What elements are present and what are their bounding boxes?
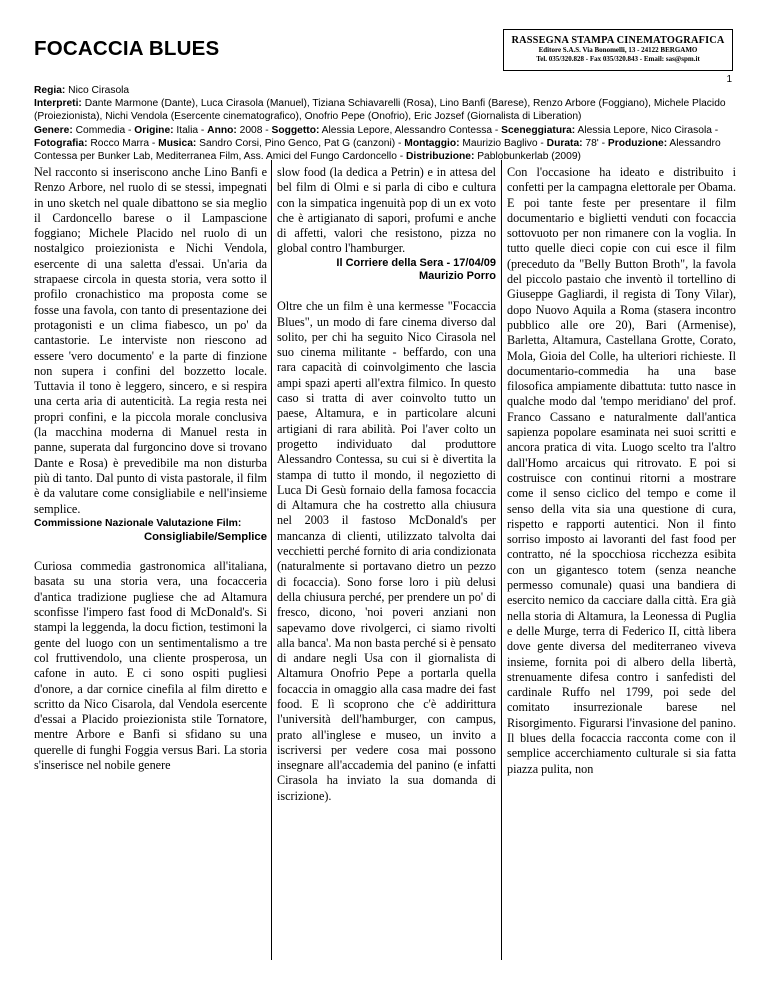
page-title: FOCACCIA BLUES: [34, 37, 220, 60]
credit-label: Fotografia:: [34, 137, 88, 149]
credit-label: Regia:: [34, 85, 66, 96]
credit-label: Musica:: [158, 137, 197, 149]
column-divider: [271, 160, 272, 960]
credit-label: Distribuzione:: [406, 151, 475, 163]
credit-value: Nico Cirasola: [65, 85, 130, 96]
review-text: slow food (la dedica a Petrin) e in attesa del bel film di Olmi e si parla di cibo e cultura con la simpatica ingenuità pop di un ex voto che è artigianato di sapori, profumi e anche di affetti, valori che resistono, pizza no global contro l'hamburger.: [277, 165, 496, 256]
page-number: 1: [726, 74, 732, 85]
source-author: Maurizio Porro: [418, 270, 496, 283]
credit-label: Anno:: [207, 124, 237, 136]
credit-value: Alessia Lepore, Alessandro Contessa -: [319, 124, 502, 136]
credit-value: 2008 -: [236, 124, 272, 136]
credit-label: Origine:: [134, 124, 174, 136]
credit-value: 78' -: [582, 137, 608, 149]
publisher-contacts: Tel. 035/320.828 - Fax 035/320.843 - Email: sas@spm.it: [536, 54, 700, 63]
column-divider: [501, 160, 502, 960]
credit-label: Genere:: [34, 124, 73, 136]
credit-value: Maurizio Baglivo -: [459, 137, 547, 149]
commission-rating: Consigliabile/Semplice: [143, 530, 267, 543]
credit-label: Produzione:: [607, 137, 668, 149]
credit-value: Rocco Marra -: [87, 137, 159, 149]
article-column-2: [277, 165, 496, 804]
source-newspaper: Il Corriere della Sera - 17/04/09: [336, 256, 496, 269]
article-column-3: [507, 165, 736, 777]
film-credits: [34, 84, 736, 163]
review-text: Con l'occasione ha ideato e distribuito i confetti per la campagna elettorale per Obama. E poi tante feste per presentare il film documentario e biglietti venduti con focaccia sottovuoto per non rimanere con la voglia. In tutto quelle dieci copie con cui esce il film (preceduto da "Belly Button Broth", la favola del piccolo pastaio che inventò il tortellino di Giuseppe Gagliardi, il regista di Tony Vilar), dopo Nuovo Aquila a Roma (stasera incontro pubblico alle ore 20), Bari (Armenise), Barletta, Altamura, Castellana Grotte, Corato, Mola, Gioia del Colle, ha ulteriori richieste. Il documentario-commedia ha una base filosofica ampiamente dibattuta: tutto nasce in qualche modo dal 'tempo meridiano' del prof. Franco Cassano e naturalmente dall'antica sapienza popolare esaminata nei suoi scritti e ancora pratica di vita. Luogo scelto tra l'altro dall'Homo arcaicus qui ritrovato. E poi si costruisce con continui ritorni a mostrare come il senso ciclico del tempo e come il senso della vita sia una questione di cura, rispetto e rapporti autentici. Non il finto sorriso imposto ai lavoranti del fast food per contratto, né la spocchiosa ricchezza esibita con un gigantesco totem (senza neanche permesso comunale) quasi una bandiera di esercito nemico da cacciare dalla città. Era già nella storia di Altamura, la Leonessa di Puglia e delle Murge, terra di Federico II, città libera dove gente diversa del mediterraneo viveva insieme, fornita poi di albero della libertà, strenuamente difesa contro i sanfedisti del cardinale Ruffo nel 1799, poi sede del comitato insurrezionale barese nel Risorgimento. Figurarsi l'invasione del panino. Il blues della focaccia racconta come con il semplice accerchiamento culturale si sia fatta piazza pulita, non: [507, 165, 736, 776]
credit-value: Italia -: [173, 124, 208, 136]
credit-value: Alessandro Contessa per Bunker Lab, Mediterranea Film, Ass. Amici del Fungo Cardoncello -: [34, 137, 721, 163]
article-column-1: [34, 165, 267, 773]
review-text: Curiosa commedia gastronomica all'italiana, basata su una storia vera, una focacceria d'antica tradizione pugliese che ad Altamura sconfisse l'impero fast food di McDonald's. Si stampi la leggenda, la docu fiction, testimoni la gente del luogo con un sentimentalismo a tre col fruttivendolo, una cliente prosperosa, un cafone in auto. E ci sono ospiti pugliesi d'onore, a dar cornice cinefila al film diretto e scritto da Nico Cisarola, dal Vendola esercente d'essai a Placido proiezionista stile Tornatore, mentre Arbore e Banfi si sfidano su una querelle di funghi Foggia versus Bari. La storia s'inserisce nel nobile genere: [34, 559, 267, 772]
credit-label: Interpreti:: [34, 98, 82, 110]
credit-label: Soggetto:: [271, 124, 320, 136]
credit-value: Commedia -: [72, 124, 135, 136]
review-text: Oltre che un film è una kermesse "Focaccia Blues", un modo di fare cinema diverso dal solito, per chi ha seguito Nico Cirasola nel suo cinema militante - beffardo, con una rara capacità di coinvolgimento che lascia ampi spazi aperti all'extra filmico. In questo caso si tratta di aver coinvolto tutto un paese, Altamura, e in particolare alcuni artigiani di rara abilità. Poi l'aver colto un progetto individuato dal produttore Alessandro Contessa, su cui si è divertita la stampa di tutto il mondo, il negozietto di Luca Di Gesù fornaio della famosa focaccia di Altamura che ha costretto alla chiusura nel 2003 il fastoso McDonald's per mancanza di clienti, utilizzato talvolta dai vecchietti perché fornito di aria condizionata (naturalmente si portavano dietro un pezzo di focaccia). Sono forse loro i più delusi della chiusura perché, per prendere un po' di fresco, dicono, 'noi poveri anziani non sapevamo dove rivolgerci, ci siamo rivolti alla banca'. Ma non basta perché si è pensato di andare negli Usa con il giornalista di Altamura Onofrio Pepe a portarla quella focaccia in omaggio alla casa madre dei fast food. E lì scoprono che c'è addirittura l'università dell'hamburger, con campus, prato all'inglese e museo, un invito a iscriversi per vedere cosa mai possono insegnare all'accademia del panino (e infatti Cirasola ha inviato la sua domanda di iscrizione).: [277, 299, 496, 803]
credit-value: Dante Marmone (Dante), Luca Cirasola (Manuel), Tiziana Schiavarelli (Rosa), Lino Banfi (Barese), Renzo Arbore (Foggiano), Michele Placido (Proiezionista), Nichi Vendola (Esercente cinematografico), Onofrio Pepe (Onofrio), Eric Jozsef (Giornalista di Liberation): [34, 98, 726, 123]
review-text: Nel racconto si inseriscono anche Lino Banfi e Renzo Arbore, nel ruolo di se stessi, impegnati in uno sketch nel quale dibattono se sia meglio il Cardoncello barese o il Lampascione foggiano; Michele Placido nel ruolo di un nostalgico proiezionista e Nichi Vendola, esercente di una saletta d'essai. Un'aria da strapaese circola in questa storia, vera sotto il profilo cronachistico ma proposta come se fosse una favola, con tanto di presentazione dei protagonisti e un clima fiabesco, un po' da cantastorie. Le interviste non riescono ad essere 'vero documento' e la parte di finzione non supera i confini del bozzetto locale. Tuttavia il tono è leggero, sincero, e si respira una certa aria di autenticità. La regia resta nei propri confini, e la piccola morale conclusiva (la macchina moderna di Manuel resta in panne, superata dal furgoncino dove si trovano Dante e Rosa) è prevedibile ma non disturba più di tanto. Dal punto di vista pastorale, il film è da valutare come consigliabile e nell'insieme semplice.: [34, 165, 267, 516]
credit-label: Durata:: [546, 137, 583, 149]
publisher-address: Editore S.A.S. Via Bonomelli, 13 - 24122 BERGAMO: [538, 46, 698, 54]
commission-label: Commissione Nazionale Valutazione Film:: [34, 517, 242, 529]
publisher-header-box: [503, 29, 733, 71]
credit-value: Sandro Corsi, Pino Genco, Pat G (canzoni) -: [196, 137, 405, 149]
credit-label: Sceneggiatura:: [501, 124, 576, 136]
credit-value: Alessia Lepore, Nico Cirasola -: [575, 124, 719, 136]
publisher-title: RASSEGNA STAMPA CINEMATOGRAFICA: [511, 35, 725, 46]
credit-value: Pablobunkerlab (2009): [474, 151, 581, 163]
credit-label: Montaggio:: [404, 137, 460, 149]
